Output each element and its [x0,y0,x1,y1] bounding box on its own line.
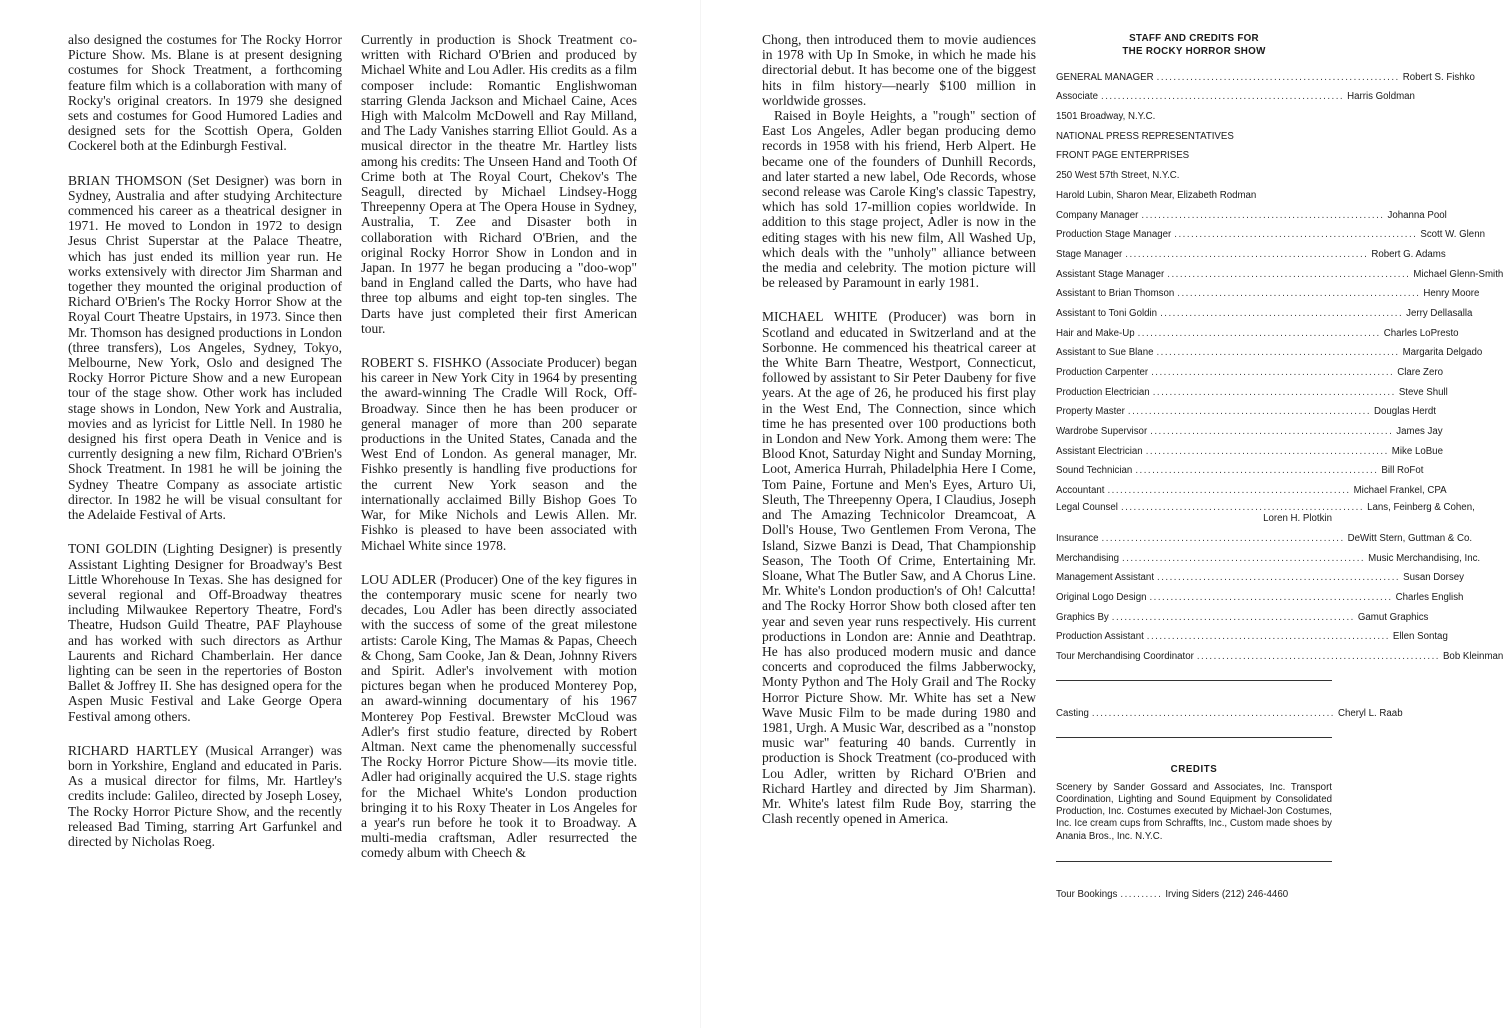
credit-row-tour [1056,880,1332,900]
bio-text: also designed the costumes for The Rocky Horror Picture Show. Ms. Blane is at present designing costumes for Shock Treatment, a forthcoming feature film which is a collaboration with many of Rocky's original creators. In 1979 she designed sets and costumes for Good Humored Ladies and designed sets for the Scottish Opera, Golden Cockerel both at the Edinburgh Festival. [68,32,342,154]
bio-richard-hartley-continued [361,32,637,336]
credits-heading: CREDITS [1170,763,1218,775]
divider [1056,737,1332,738]
leader-dots: .......................................................... [1091,707,1335,719]
credit-row [1056,457,1424,477]
column-1 [68,32,342,868]
credit-row [1056,221,1485,241]
credit-name: Charles LoPresto [1383,327,1459,339]
credit-row [1056,299,1473,319]
credit-role: Assistant Stage Manager [1056,268,1165,280]
bio-text: MICHAEL WHITE (Producer) was born in Scotland and educated in Switzerland and at the Sorbonne. He commenced his theatrical career at the White Barn Theatre, Westport, Connecticut, followed by assistant to Sir Peter Daubeny for five years. At the age of 26, he produced his first play in the West End, The Connection, since which time he has presented over 100 productions both in London and New York. Among them were: The Blood Knot, Saturday Night and Sunday Morning, Loot, America Hurrah, Philadelphia Here I Come, Tom Paine, Fortune and Men's Eyes, Arturo Ui, Sleuth, The Threepenny Opera, I Claudius, Joseph and The Amazing Technicolor Dreamcoat, A Doll's House, Two Gentlemen From Verona, The Island, Sizwe Banzi is Dead, That Championship Season, The Tooth Of Crime, Entertaining Mr. Sloane, What The Butler Saw, and A Chorus Line. Mr. White's London production's of Oh! Calcutta! and The Rocky Horror Show both closed after ten year and seven year runs respectively. His current productions in London are: Annie and Deathtrap. He has also produced modern music and dance concerts and coproduced the films Jabberwocky, Monty Python and The Holy Grail and The Rocky Horror Picture Show. Mr. White has set a New Wave Music Film to be made during 1980 and 1981, Urgh. A Music War, described as a "nonstop music war" featuring 40 bands. Currently in production is Shock Treatment (co-produced with Lou Adler, written by Richard O'Brien and Richard Hartley and directed by Jim Sharman). Mr. White's latest film Rude Boy, starring the Clash recently opened in America. [762,309,1036,827]
credit-role: Wardrobe Supervisor [1056,426,1148,438]
divider [1056,861,1332,862]
leader-dots: .......................................................... [1152,386,1396,398]
bio-text: Chong, then introduced them to movie audiences in 1978 with Up In Smoke, in which he made his directorial debut. It has become one of the biggest hits in film history—nearly $100 million in worldwide grosses. [762,32,1036,108]
bio-lou-adler [361,572,637,861]
credit-role: Assistant Electrician [1056,445,1143,457]
credit-name: Harris Goldman [1347,91,1415,103]
credit-row [1056,63,1475,83]
leader-dots: .......................................................... [1156,71,1400,83]
leader-dots: .......................................................... [1101,532,1345,544]
leader-dots: .......................................................... [1146,631,1390,643]
credit-role: Assistant to Brian Thomson [1056,288,1175,300]
leader-dots: .......................................................... [1111,611,1355,623]
bio-robert-fishko [361,355,637,553]
credit-name: Douglas Herdt [1374,406,1436,418]
bio-toni-goldin [68,541,342,723]
page-gutter [700,0,701,1028]
credit-name: Susan Dorsey [1403,572,1464,584]
staff-credits-panel [1056,32,1503,900]
credit-row-legal [1056,496,1475,525]
leader-dots: .......................................................... [1156,347,1400,359]
credit-role: Assistant to Sue Blane [1056,347,1154,359]
bio-lou-adler-continued [762,32,1036,108]
column-2 [361,32,637,880]
bio-lou-adler-continued-2 [762,108,1036,290]
leader-dots: .......................................................... [1137,327,1381,339]
credit-row [1056,398,1436,418]
bio-text: RICHARD HARTLEY (Musical Arranger) was born in Yorkshire, England and educated in Paris. As a musical director for films, Mr. Hartley's credits include: Galileo, directed by Joseph Losey, The Rocky Horror Picture Show, and the recently released Bad Timing, starring Art Garfunkel and directed by Nicholas Roeg. [68,742,342,849]
leader-dots: .......................................................... [1160,307,1404,319]
credit-role: Merchandising [1056,552,1120,564]
credit-role: Sound Technician [1056,465,1133,477]
bio-sue-blane-continued [68,32,342,154]
credit-row [1056,240,1446,260]
credit-role: Property Master [1056,406,1125,418]
credit-row [1056,642,1503,662]
credit-name: Michael Glenn-Smith [1413,268,1503,280]
credit-role: Hair and Make-Up [1056,327,1135,339]
credit-role: GENERAL MANAGER [1056,71,1154,83]
credit-name: Irving Siders (212) 246-4460 [1165,888,1289,900]
credit-role: Graphics By [1056,611,1109,623]
leader-dots: .......................................................... [1107,485,1351,497]
leader-dots: .......................................................... [1177,288,1421,300]
leader-dots: .......................................................... [1149,591,1393,603]
credit-name: Mike LoBue [1391,445,1443,457]
bio-text: TONI GOLDIN (Lighting Designer) is presently Assistant Lighting Designer for Broadway's Best Little Whorehouse In Texas. She has designed for several regional and Off-Broadway theatres including Milwaukee Repertory Theatre, Ford's Theatre, Hudson Guild Theatre, PAF Playhouse and has worked with such directors as Arthur Laurents and Richard Chamberlain. Her dance lighting can be seen in the repertories of Boston Ballet & Joffrey II. She has designed opera for the Aspen Music Festival and Lake George Opera Festival among others. [68,541,342,724]
credit-name: Jerry Dellasalla [1406,307,1473,319]
address-line: 250 West 57th Street, N.Y.C. [1056,170,1180,182]
bio-text: ROBERT S. FISHKO (Associate Producer) began his career in New York City in 1964 by presenting the award-winning The Cradle Will Rock, Off-Broadway. Since then he has been producer or general manager of more than 200 separate productions in the United States, Canada and the West End of London. As general manager, Mr. Fishko presently is handling five productions for the current New York season and the internationally acclaimed Billy Bishop Goes To War, for Mike Nichols and Lewis Allen. Mr. Fishko is pleased to have been associated with Michael White since 1978. [361,355,637,553]
bio-text: LOU ADLER (Producer) One of the key figures in the contemporary music scene for nearly two decades, Lou Adler has been directly associated with the success of some of the great milestone artists: Carole King, The Mamas & Papas, Cheech & Chong, Sam Cooke, Jan & Dean, Johnny Rivers and Spirit. Adler's involvement with motion pictures began when he produced Monterey Pop, an award-winning documentary of his 1967 Monterey Pop Festival. Brewster McCloud was Adler's first studio feature, directed by Robert Altman. Next came the phenomenally successful The Rocky Horror Picture Show—its movie title. Adler had originally acquired the U.S. stage rights for the Michael White's London production bringing it to his Roxy Theater in Los Angeles for a year's run before he took it to Broadway. A multi-media craftsman, Adler resurrected the comedy album with Cheech & [361,571,637,861]
leader-dots: .......................................................... [1167,268,1411,280]
credit-row [1056,476,1447,497]
credit-name: Cheryl L. Raab [1337,707,1403,719]
column-3 [762,32,1036,845]
credit-row [1056,417,1443,438]
press-line: NATIONAL PRESS REPRESENTATIVES [1056,130,1234,142]
credit-name-2: Loren H. Plotkin [1263,513,1332,525]
bio-text: Raised in Boyle Heights, a "rough" section of East Los Angeles, Adler began producing demo records in 1958 with his friend, Herb Alpert. He became one of the founders of Dunhill Records, and later started a new label, Ode Records, whose second release was Carole King's classic Tapestry, which has sold 17-million copies worldwide. In addition to this stage project, Adler is now in the editing stages with his new film, All Washed Up, which deals with the "unholy" alliance between the media and celebrity. The motion picture will be released by Paramount in early 1981. [762,108,1036,291]
leader-dots: .......................................................... [1174,229,1418,241]
credit-row [1056,378,1448,398]
credit-row [1056,623,1448,643]
leader-dots: .......................................................... [1135,465,1379,477]
leader-dots: .......................................................... [1122,552,1366,564]
credit-name: Clare Zero [1397,367,1443,378]
credits-block [1056,764,1332,843]
credit-name: Steve Shull [1398,386,1448,398]
credit-name: Ellen Sontag [1392,631,1448,643]
credit-row [1056,603,1429,623]
credit-name: Gamut Graphics [1357,611,1429,623]
credit-name: Bob Kleinman [1442,650,1503,662]
credit-row [1056,583,1464,603]
credit-name: Lans, Feinberg & Cohen, [1367,502,1475,514]
title-line-1: STAFF AND CREDITS FOR [1129,33,1259,44]
credit-row [1056,280,1480,300]
bio-text: Currently in production is Shock Treatment co-written with Richard O'Brien and produced by Michael White and Lou Adler. His credits as a film composer include: Romantic Englishwoman starring Glenda Jackson and Michael Caine, Aces High with Malcolm McDowell and Ray Milland, and The Lady Vanishes starring Elliot Gould. As a musical director in the theatre Mr. Hartley lists among his credits: The Unseen Hand and Tooth Of Crime both at The Royal Court, Chekov's The Seagull, directed by Michael Lindsey-Hogg Threepenny Opera at The Opera House in Sydney, Australia, T. Zee and Disaster both in collaboration with Richard O'Brien, and the original Rocky Horror Show in London and in Japan. In 1977 he began producing a "doo-wop" band in England called the Darts, who have had three top albums and eight top-ten singles. The Darts have just completed their first American tour. [361,32,637,336]
bio-richard-hartley [68,743,342,849]
credit-role: Assistant to Toni Goldin [1056,307,1158,319]
credit-row [1056,437,1443,457]
credit-role: Stage Manager [1056,248,1123,260]
credit-row [1056,201,1447,221]
credit-name: James Jay [1396,426,1443,438]
credit-name: Robert S. Fishko [1402,71,1475,83]
credit-role: Associate [1056,91,1098,103]
credit-row [1056,358,1443,378]
credit-role: Production Carpenter [1056,367,1149,378]
address-line: 1501 Broadway, N.Y.C. [1056,111,1156,123]
credit-role: Original Logo Design [1056,591,1147,603]
credit-role: Production Assistant [1056,631,1144,643]
credit-row [1056,83,1415,103]
bio-text: BRIAN THOMSON (Set Designer) was born in Sydney, Australia and after studying Architecture commenced his career as a theatrical designer in 1971. He moved to London in 1972 to design Jesus Christ Superstar at the Palace Theatre, which has just ended its million year run. He works extensively with director Jim Sharman and together they mounted the original production of Richard O'Brien's The Rocky Horror Show at the Royal Court Theatre Upstairs, in 1973. Since then Mr. Thomson has designed productions in London (three transfers), Los Angeles, Sydney, Tokyo, Melbourne, New York, Oslo and designed The Rocky Horror Picture Show and a new European tour of the stage show. Other work has included stage shows in London, New York and Australia, movies and as lyricist for Little Nell. In 1980 he designed his first opera Death in Venice and is currently designing a new film, Richard O'Brien's Shock Treatment. In 1981 he will be joining the Sydney Theatre Company as associate artistic director. In 1982 he will be visual consultant for the Adelaide Festival of Arts. [68,172,342,523]
credit-row [1056,544,1481,564]
credit-role: Tour Merchandising Coordinator [1056,650,1194,662]
bio-brian-thomson [68,173,342,523]
credit-name: Robert G. Adams [1371,248,1446,260]
credit-role: Casting [1056,707,1089,719]
credit-name: DeWitt Stern, Guttman & Co. [1347,532,1473,544]
credit-name: Johanna Pool [1387,209,1447,221]
leader-dots: .......................................................... [1141,209,1385,221]
credit-row [1056,339,1483,359]
credit-role: Tour Bookings [1056,888,1118,900]
credit-row [1056,564,1464,584]
staff-credits-title [1056,32,1332,58]
credit-role: Accountant [1056,485,1105,497]
leader-dots: .......................................................... [1150,426,1394,438]
press-names: Harold Lubin, Sharon Mear, Elizabeth Rodman [1056,189,1257,201]
credit-name: Henry Moore [1423,288,1480,300]
credit-role: Legal Counsel [1056,502,1118,514]
credit-row [1056,319,1459,339]
leader-dots: .......................................................... [1145,445,1389,457]
credit-name: Scott W. Glenn [1420,229,1485,241]
leader-dots: .......... [1120,888,1163,900]
credit-row [1056,260,1503,280]
credits-text: Scenery by Sander Gossard and Associates, Inc. Transport Coordination, Lighting and Sound Equipment by Consolidated Production, Inc. Costumes executed by Michael-Jon Costumes, Inc. Ice cream cups from Schraffts, Inc., Custom made shoes by Anania Bros., Inc. N.Y.C. [1056,781,1332,842]
credit-role: Company Manager [1056,209,1139,221]
credit-name: Bill RoFot [1381,465,1424,477]
leader-dots: .......................................................... [1120,502,1365,514]
title-line-2: THE ROCKY HORROR SHOW [1122,46,1266,57]
credit-row-casting [1056,699,1403,719]
leader-dots: .......................................................... [1157,572,1401,584]
credit-role: Management Assistant [1056,572,1155,584]
leader-dots: .......................................................... [1196,650,1440,662]
divider [1056,680,1332,681]
credit-name: Margarita Delgado [1402,347,1483,359]
leader-dots: .......................................................... [1151,367,1395,378]
leader-dots: .......................................................... [1125,248,1369,260]
credit-role: Production Electrician [1056,386,1150,398]
credit-name: Michael Frankel, CPA [1353,485,1447,497]
credit-name: Charles English [1395,591,1464,603]
bio-michael-white [762,309,1036,826]
credit-name: Music Merchandising, Inc. [1368,552,1481,564]
press-line: FRONT PAGE ENTERPRISES [1056,150,1190,162]
credit-row [1056,524,1473,544]
credit-role: Production Stage Manager [1056,229,1172,241]
credit-role: Insurance [1056,532,1099,544]
leader-dots: .......................................................... [1101,91,1345,103]
leader-dots: .......................................................... [1127,406,1372,418]
